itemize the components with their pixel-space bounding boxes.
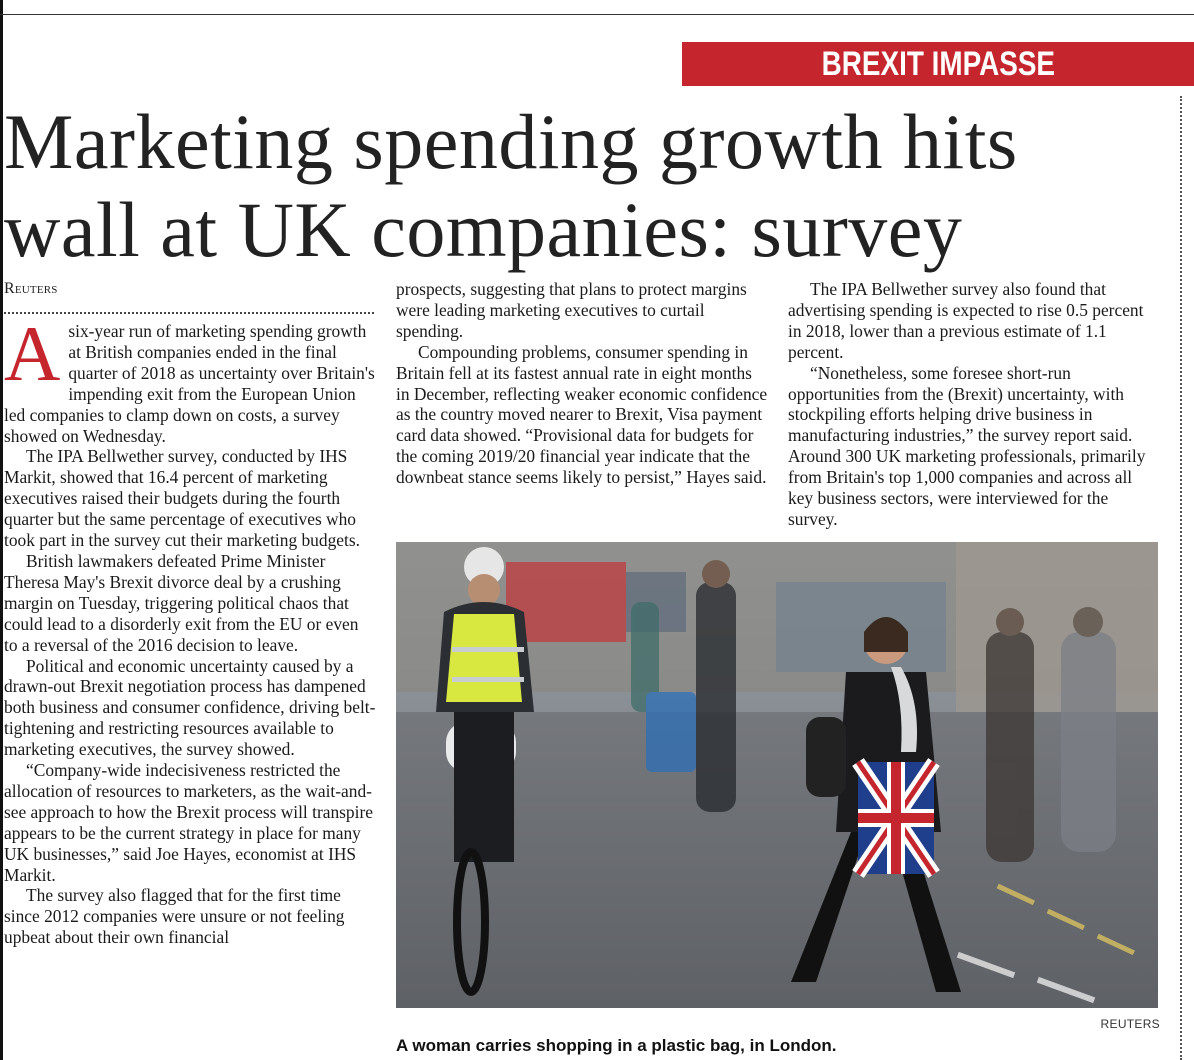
section-banner: BREXIT IMPASSE [682,42,1194,86]
news-photo [396,542,1158,1008]
photo-caption: A woman carries shopping in a plastic bag, in London. [396,1036,837,1055]
article-column-2 [396,279,768,488]
paragraph: “Nonetheless, some foresee short-run opportunities from the (Brexit) uncertainty, with stockpiling efforts helping drive business in manufacturing industries,” the survey report said. Around 300 UK marketing professionals, primarily from Britain's top 1,000 companies and across all key business sectors, were interviewed for the survey. [788,362,1146,529]
paragraph: British lawmakers defeated Prime Minister Theresa May's Brexit divorce deal by a crushing margin on Tuesday, triggering political chaos that could lead to a disorderly exit from the EU or even to a reversal of the 2016 decision to leave. [4,550,359,655]
photo-credit: REUTERS [1100,1017,1160,1031]
drop-cap: A [4,310,61,397]
paragraph: The IPA Bellwether survey also found that advertising spending is expected to rise 0.5 percent in 2018, lower than a previous estimate of 1.1 percent. [788,279,1144,362]
paragraph: “Company-wide indecisiveness restricted the allocation of resources to marketers, as the wait-and-see approach to how the Brexit process will transpire appears to be the current strategy in place for many UK businesses,” said Joe Hayes, economist at IHS Markit. [4,760,373,885]
page-edge [0,0,3,1060]
top-rule [0,14,1194,15]
street-scene-illustration [396,542,1158,1008]
byline: Reuters [4,280,58,297]
paragraph: Compounding problems, consumer spending in Britain fell at its fastest annual rate in eight months in December, reflecting weaker economic confidence as the country moved nearer to Brexit, Visa payment card data showed. “Provisional data for budgets for the coming 2019/20 financial year indicate that the downbeat stance seems likely to persist,” Hayes said. [396,341,768,488]
paragraph: The survey also flagged that for the first time since 2012 companies were unsure or not feeling upbeat about their own financial [4,885,345,948]
headline: Marketing spending growth hits wall at UK companies: survey [4,98,1018,273]
paragraph: Asix-year run of marketing spending growth at British companies ended in the final quarter of 2018 as uncertainty over Britain's impending exit from the European Union led companies to clamp down on costs, a survey showed on Wednesday. [4,310,375,446]
article-column-1 [4,310,376,948]
article-column-3 [788,279,1156,530]
paragraph: Political and economic uncertainty caused by a drawn-out Brexit negotiation process has dampened both business and consumer confidence, driving belt-tightening and restricting resources available to marketing executives, the survey showed. [4,655,376,760]
paragraph: prospects, suggesting that plans to protect margins were leading marketing executives to curtail spending. [396,279,747,341]
column-divider [1180,96,1182,1060]
paragraph: The IPA Bellwether survey, conducted by IHS Markit, showed that 16.4 percent of marketing executives raised their budgets during the fourth quarter but the same percentage of executives who took part in the survey cut their marketing budgets. [4,446,360,551]
